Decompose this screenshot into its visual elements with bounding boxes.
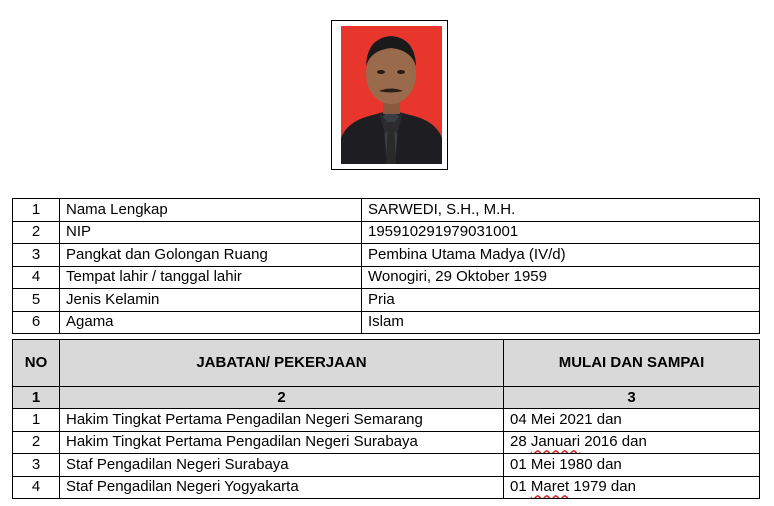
table-row xyxy=(13,289,760,312)
spellcheck-word: Januari xyxy=(530,433,581,451)
field-value: Pembina Utama Madya (IV/d) xyxy=(362,244,760,267)
row-number: 2 xyxy=(13,221,60,244)
header-position: JABATAN/ PEKERJAAN xyxy=(60,340,504,387)
header-no: NO xyxy=(13,340,60,387)
job-period-part: dan xyxy=(592,410,622,428)
job-period-part: 01 Mei 1980 dan xyxy=(510,455,622,473)
field-label: Nama Lengkap xyxy=(60,199,362,222)
table-row xyxy=(13,199,760,222)
portrait-icon xyxy=(341,26,442,164)
job-position: Staf Pengadilan Negeri Yogyakarta xyxy=(60,476,504,499)
job-period xyxy=(504,454,760,477)
row-number: 3 xyxy=(13,244,60,267)
table-row xyxy=(13,221,760,244)
column-index-row xyxy=(13,387,760,409)
field-label: Agama xyxy=(60,311,362,334)
job-period xyxy=(504,431,760,454)
table-row xyxy=(13,266,760,289)
header-period: MULAI DAN SAMPAI xyxy=(504,340,760,387)
row-number: 5 xyxy=(13,289,60,312)
career-table xyxy=(12,339,760,499)
field-label: Tempat lahir / tanggal lahir xyxy=(60,266,362,289)
field-value: 195910291979031001 xyxy=(362,221,760,244)
portrait-photo xyxy=(341,26,442,164)
column-index: 1 xyxy=(13,387,60,409)
table-row xyxy=(13,431,760,454)
table-header-row xyxy=(13,340,760,387)
row-number: 2 xyxy=(13,431,60,454)
field-value: Wonogiri, 29 Oktober 1959 xyxy=(362,266,760,289)
column-index: 3 xyxy=(504,387,760,409)
spellcheck-word: Maret xyxy=(530,478,570,496)
job-position: Hakim Tingkat Pertama Pengadilan Negeri Surabaya xyxy=(60,431,504,454)
job-position: Hakim Tingkat Pertama Pengadilan Negeri Semarang xyxy=(60,409,504,432)
field-label: Pangkat dan Golongan Ruang xyxy=(60,244,362,267)
job-period-part: 01 xyxy=(510,478,531,496)
field-label: Jenis Kelamin xyxy=(60,289,362,312)
biodata-table xyxy=(12,198,760,334)
field-value: SARWEDI, S.H., M.H. xyxy=(362,199,760,222)
field-value: Pria xyxy=(362,289,760,312)
job-period-part: 1979 dan xyxy=(569,478,636,496)
table-row xyxy=(13,311,760,334)
table-row xyxy=(13,244,760,267)
row-number: 3 xyxy=(13,454,60,477)
job-period xyxy=(504,476,760,499)
job-period-part: 2016 dan xyxy=(580,433,647,451)
table-row xyxy=(13,409,760,432)
row-number: 4 xyxy=(13,266,60,289)
job-period-part: 04 Mei 2021 xyxy=(510,410,593,428)
table-row xyxy=(13,476,760,499)
field-label: NIP xyxy=(60,221,362,244)
field-value: Islam xyxy=(362,311,760,334)
row-number: 6 xyxy=(13,311,60,334)
row-number: 1 xyxy=(13,199,60,222)
row-number: 4 xyxy=(13,476,60,499)
table-row xyxy=(13,454,760,477)
column-index: 2 xyxy=(60,387,504,409)
row-number: 1 xyxy=(13,409,60,432)
photo-frame xyxy=(331,20,448,170)
job-period-part: 28 xyxy=(510,433,531,451)
job-period xyxy=(504,409,760,432)
job-position: Staf Pengadilan Negeri Surabaya xyxy=(60,454,504,477)
